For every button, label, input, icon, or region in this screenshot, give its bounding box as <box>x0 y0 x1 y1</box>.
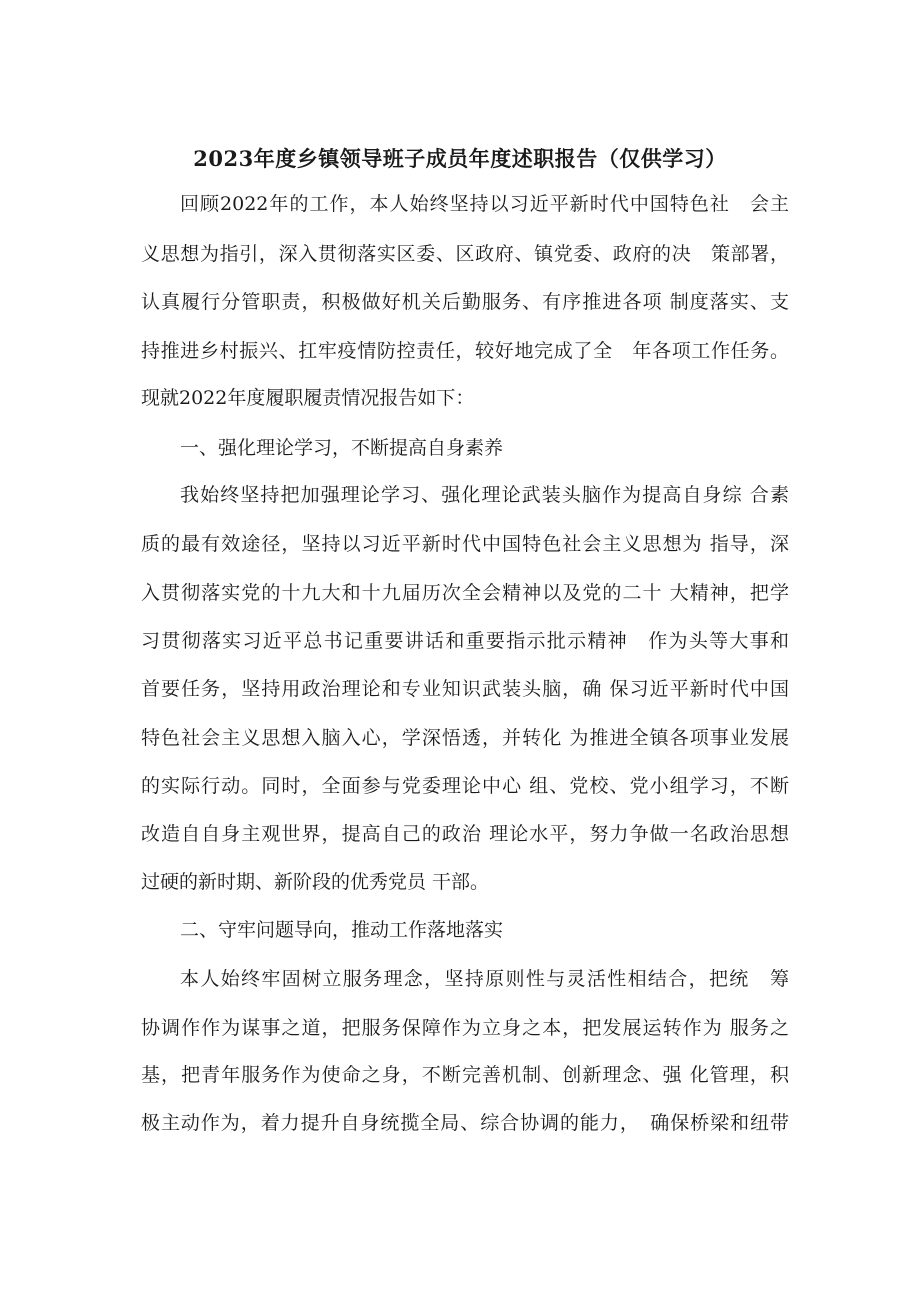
paragraph-line: 协调作作为谋事之道，把服务保障作为立身之本，把发展运转作为 服务之 <box>141 1017 789 1039</box>
paragraph-line: 现就2022年度履职履责情况报告如下： <box>141 387 475 409</box>
paragraph-line: 特色社会主义思想入脑入心，学深悟透，并转化 为推进全镇各项事业发展 <box>141 727 789 749</box>
paragraph-line: 习贯彻落实习近平总书记重要讲话和重要指示批示精神 作为头等大事和 <box>141 630 789 652</box>
paragraph-line: 认真履行分管职责，积极做好机关后勤服务、有序推进各项 制度落实、支 <box>141 291 789 313</box>
paragraph-line: 改造自自身主观世界，提高自己的政治 理论水平，努力争做一名政治思想 <box>141 823 789 845</box>
paragraph-line: 持推进乡村振兴、扛牢疫情防控责任，较好地完成了全 年各项工作任务。 <box>141 340 789 362</box>
paragraph-line: 本人始终牢固树立服务理念，坚持原则性与灵活性相结合，把统 筹 <box>180 968 789 990</box>
paragraph-line: 义思想为指引，深入贯彻落实区委、区政府、镇党委、政府的决 策部署， <box>141 243 789 265</box>
section-heading: 二、守牢问题导向，推动工作落地落实 <box>180 919 504 941</box>
paragraph-line: 过硬的新时期、新阶段的优秀党员 干部。 <box>141 871 490 893</box>
paragraph-line: 质的最有效途径，坚持以习近平新时代中国特色社会主义思想为 指导，深 <box>141 533 789 555</box>
paragraph-line: 的实际行动。同时，全面参与党委理论中心 组、党校、党小组学习，不断 <box>141 775 789 797</box>
paragraph-line: 极主动作为，着力提升自身统揽全局、综合协调的能力， 确保桥梁和纽带 <box>141 1112 789 1134</box>
paragraph-line: 回顾2022年的工作，本人始终坚持以习近平新时代中国特色社 会主 <box>180 193 789 215</box>
paragraph-line: 我始终坚持把加强理论学习、强化理论武装头脑作为提高自身综 合素 <box>180 484 789 506</box>
paragraph-line: 入贯彻落实党的十九大和十九届历次全会精神以及党的二十 大精神，把学 <box>141 582 789 604</box>
section-heading: 一、强化理论学习，不断提高自身素养 <box>180 437 504 459</box>
paragraph-line: 首要任务，坚持用政治理论和专业知识武装头脑，确 保习近平新时代中国 <box>141 678 789 700</box>
paragraph-line: 基，把青年服务作为使命之身，不断完善机制、创新理念、强 化管理，积 <box>141 1064 789 1086</box>
document-title: 2023年度乡镇领导班子成员年度述职报告（仅供学习） <box>193 146 727 171</box>
